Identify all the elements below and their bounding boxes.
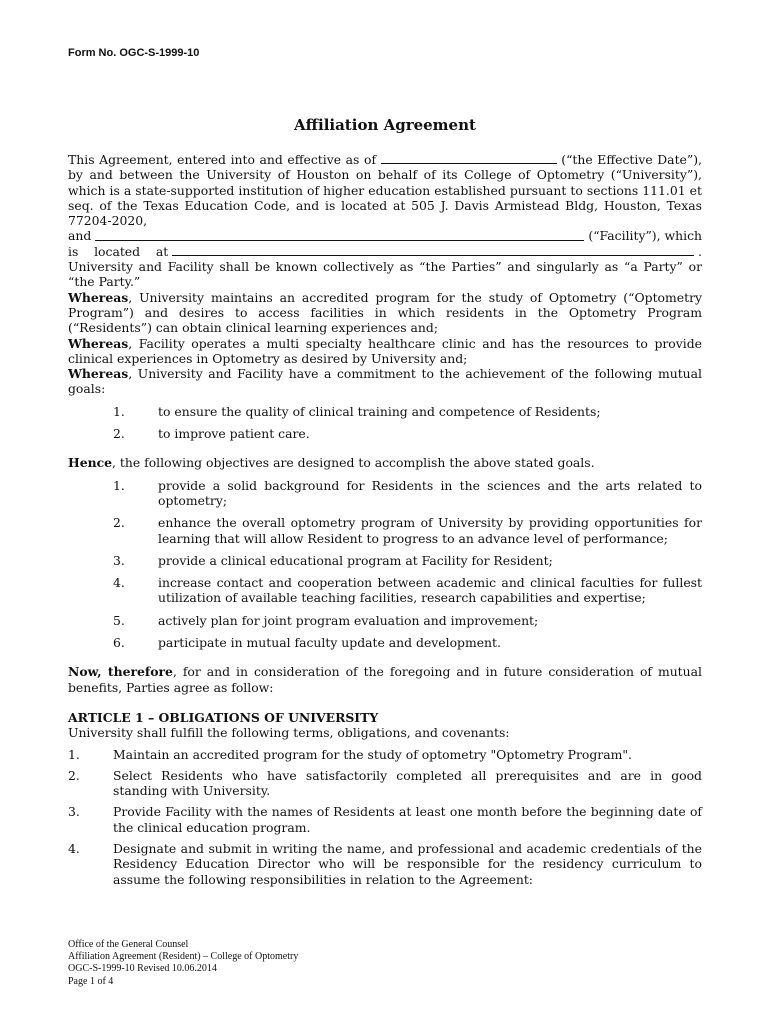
now-therefore-text: , for and in consideration of the foregoing and in future consideration of mutual benefits, Parties agree as follow:	[68, 664, 702, 695]
whereas-lead: Whereas	[68, 289, 129, 305]
hence-paragraph	[68, 455, 702, 470]
form-number: Form No. OGC-S-1999-10	[68, 47, 200, 59]
whereas-text: , University and Facility have a commitment to the achievement of the following mutual goals:	[68, 366, 702, 397]
article-1-heading: ARTICLE 1 – OBLIGATIONS OF UNIVERSITY	[68, 709, 379, 725]
item-number: 5.	[113, 612, 125, 628]
article-1-intro: University shall fulfill the following terms, obligations, and covenants:	[68, 725, 510, 741]
whereas-paragraph	[68, 290, 702, 336]
item-text: Select Residents who have satisfactorily completed all prerequisites and are in good standing with University.	[113, 767, 702, 799]
list-item	[68, 553, 702, 568]
item-text: participate in mutual faculty update and development.	[158, 635, 501, 651]
item-text: enhance the overall optometry program of University by providing opportunities for learning that will allow Resident to progress to an advance level of performance;	[158, 515, 702, 546]
item-number: 4.	[113, 575, 125, 591]
item-number: 6.	[113, 635, 125, 651]
item-number: 2.	[113, 515, 125, 531]
list-item	[68, 747, 702, 762]
objectives-list	[68, 478, 702, 651]
now-therefore-paragraph	[68, 664, 702, 695]
intro-text-b: (“the Effective Date”), by and between the University of Houston on behalf of its College of Optometry (“University”), which is a state-supported institution of higher education established pursuant to sections 111.01 et seq. of the Texas Education Code, and is located at 505 J. Davis Armistead Bldg, Houston, Texas 77204-2020,	[68, 152, 702, 229]
item-text: provide a clinical educational program at Facility for Resident;	[158, 552, 553, 568]
item-number: 1.	[113, 477, 125, 493]
intro-text-a: This Agreement, entered into and effective as of	[68, 152, 377, 167]
item-text: Provide Facility with the names of Residents at least one month before the beginning date of the clinical education program.	[113, 804, 702, 835]
and-label: and	[68, 228, 92, 244]
effective-date-blank[interactable]	[381, 152, 557, 164]
list-item	[68, 478, 702, 509]
list-item	[68, 635, 702, 650]
footer-document-name: Affiliation Agreement (Resident) – College of Optometry	[68, 951, 299, 963]
whereas-text: , University maintains an accredited program for the study of Optometry (“Optometry Program”) and desires to access facilities in which residents in the Optometry Program (“Residents”) can obtain clinical learning experiences and;	[68, 289, 702, 336]
document-title: Affiliation Agreement	[294, 116, 476, 134]
hence-lead: Hence	[68, 455, 113, 471]
whereas-paragraph	[68, 366, 702, 397]
whereas-paragraph	[68, 336, 702, 367]
item-number: 3.	[113, 552, 125, 568]
facility-label: (“Facility”), which	[588, 228, 702, 244]
item-number: 2.	[113, 426, 125, 442]
list-item	[68, 515, 702, 546]
item-text: increase contact and cooperation between academic and clinical faculties for fullest utilization of available teaching facilities, research capabilities and expertise;	[158, 575, 702, 606]
hence-text: , the following objectives are designed to accomplish the above stated goals.	[112, 455, 595, 471]
list-item	[68, 768, 702, 799]
item-text: to ensure the quality of clinical training and competence of Residents;	[158, 403, 601, 419]
item-number: 1.	[113, 403, 125, 419]
item-text: Designate and submit in writing the name, and professional and academic credentials of the Residency Education Director who will be responsible for the residency curriculum to assume the following responsibilities in relation to the Agreement:	[113, 840, 702, 887]
page-footer	[68, 939, 298, 988]
item-text: provide a solid background for Residents in the sciences and the arts related to optometry;	[158, 477, 702, 508]
item-number: 1.	[68, 746, 80, 762]
article-1-list	[68, 747, 702, 887]
item-number: 4.	[68, 840, 80, 856]
parties-paragraph: University and Facility shall be known collectively as “the Parties” and singularly as “a Party” or “the Party.”	[68, 259, 702, 290]
list-item	[68, 426, 702, 441]
list-item	[68, 841, 702, 887]
footer-office: Office of the General Counsel	[68, 939, 189, 950]
item-text: to improve patient care.	[158, 426, 310, 442]
whereas-text: , Facility operates a multi specialty healthcare clinic and has the resources to provide clinical experiences in Optometry as desired by University and;	[68, 335, 702, 366]
intro-paragraph	[68, 152, 702, 228]
footer-page-number: Page 1 of 4	[68, 975, 114, 987]
list-item	[68, 804, 702, 835]
item-number: 2.	[68, 767, 80, 783]
item-number: 3.	[68, 804, 80, 820]
facility-name-blank[interactable]	[95, 229, 584, 241]
goals-list	[68, 404, 702, 442]
list-item	[68, 404, 702, 419]
facility-line	[68, 228, 702, 243]
item-text: Maintain an accredited program for the study of optometry "Optometry Program".	[113, 746, 632, 762]
facility-location-blank[interactable]	[172, 244, 694, 256]
whereas-lead: Whereas	[68, 335, 129, 351]
document-body	[68, 152, 702, 887]
located-end: .	[698, 243, 702, 259]
located-label: is located at	[68, 243, 169, 259]
location-line	[68, 244, 702, 259]
list-item	[68, 575, 702, 606]
now-therefore-lead: Now, therefore	[68, 664, 173, 680]
footer-revision: OGC-S-1999-10 Revised 10.06.2014	[68, 963, 217, 975]
whereas-lead: Whereas	[68, 366, 129, 382]
item-text: actively plan for joint program evaluation and improvement;	[158, 612, 539, 628]
list-item	[68, 613, 702, 628]
